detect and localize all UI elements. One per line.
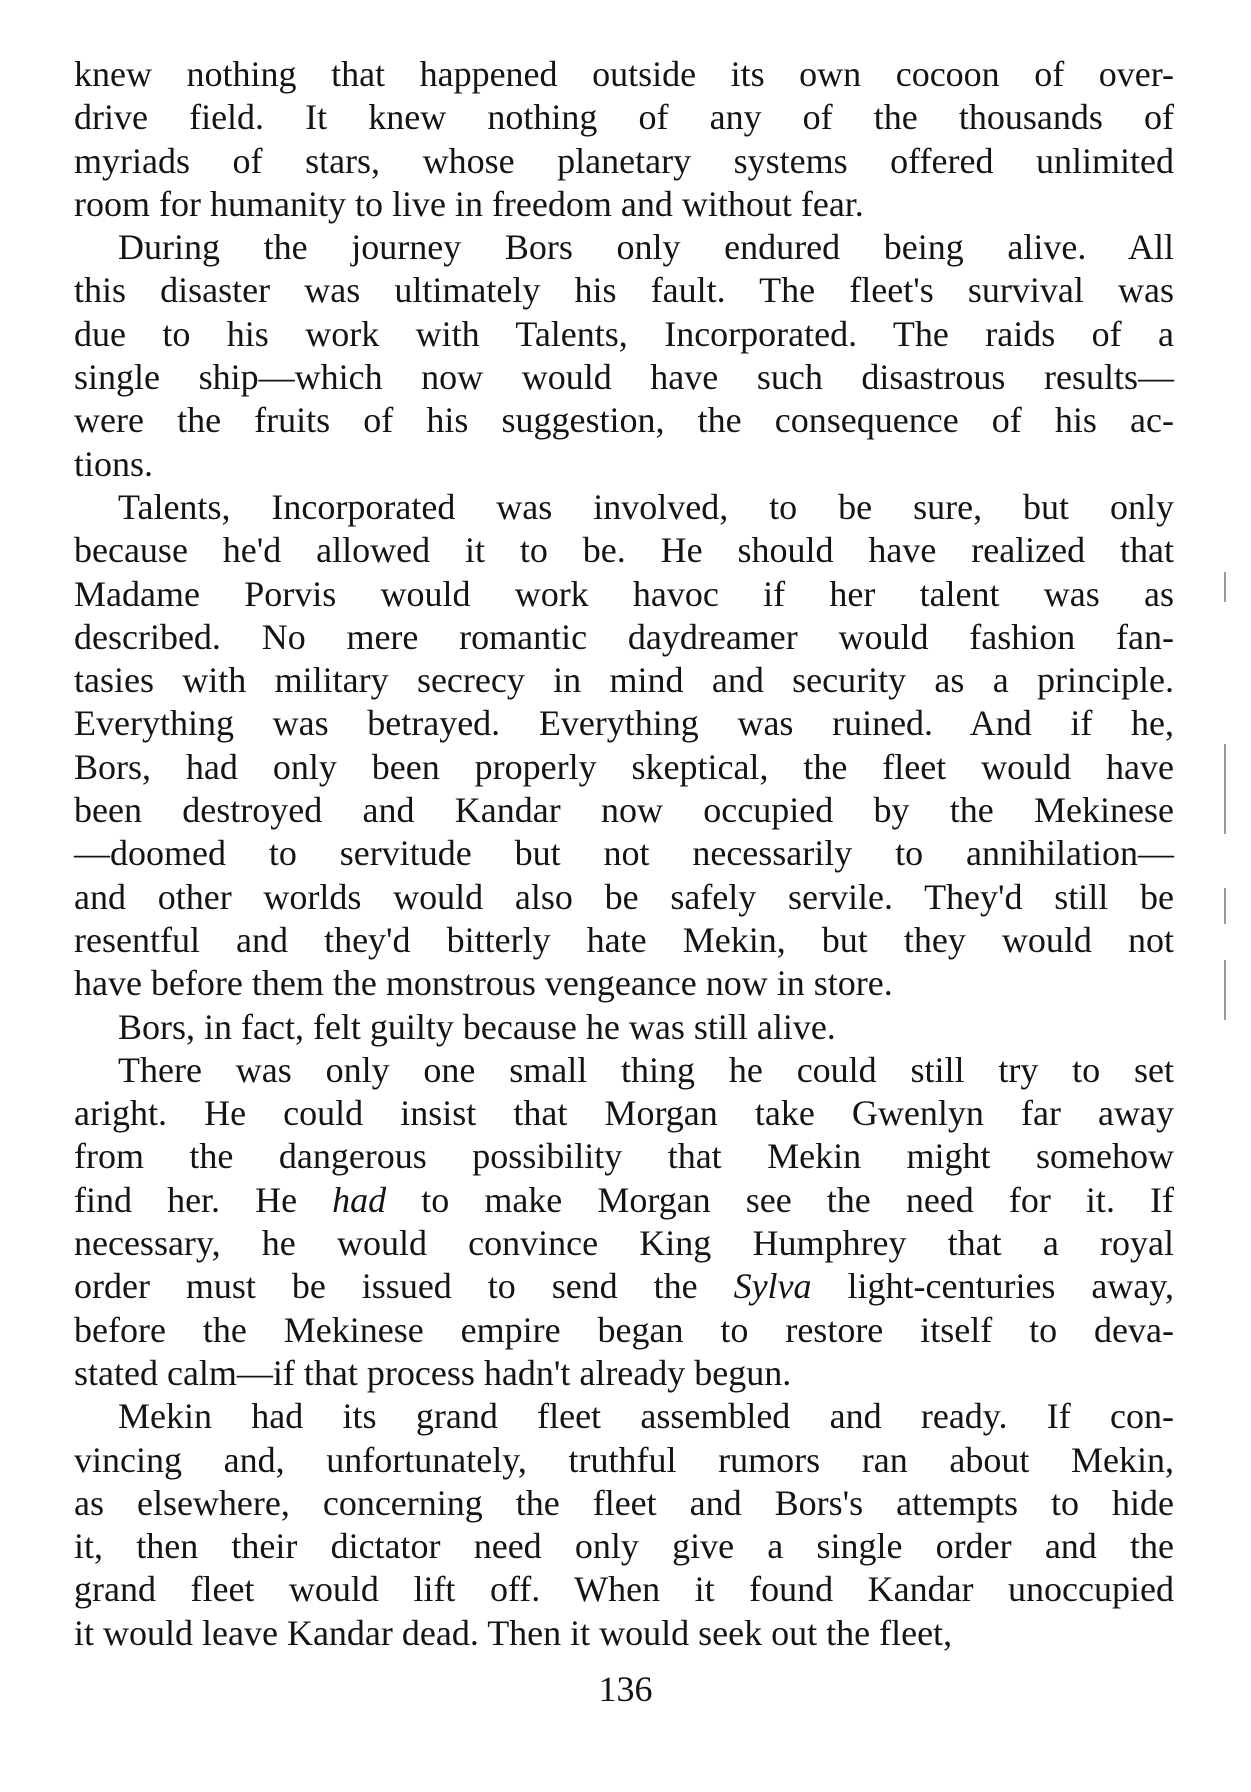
text-line: —doomed to servitude but not necessarily to annihilation— bbox=[74, 833, 1174, 874]
text-line: Mekin had its grand fleet assembled and ready. If con- bbox=[118, 1396, 1174, 1437]
paragraph bbox=[74, 486, 1174, 1006]
text-line: from the dangerous possibility that Mekin might somehow bbox=[74, 1136, 1174, 1177]
text-line: because he'd allowed it to be. He should have realized that bbox=[74, 530, 1174, 571]
paragraph bbox=[74, 53, 1174, 226]
text-line: been destroyed and Kandar now occupied by the Mekinese bbox=[74, 790, 1174, 831]
page-number: 136 bbox=[598, 1669, 653, 1709]
text-line: room for humanity to live in freedom and without fear. bbox=[74, 183, 864, 224]
scan-edge-mark bbox=[1224, 744, 1226, 834]
paragraph bbox=[74, 1006, 1174, 1049]
paragraph bbox=[74, 1049, 1174, 1395]
text-line: single ship—which now would have such disastrous results— bbox=[74, 357, 1174, 398]
text-line: Talents, Incorporated was involved, to be sure, but only bbox=[118, 486, 1174, 527]
text-line: myriads of stars, whose planetary systems offered unlimited bbox=[74, 140, 1174, 181]
text-line: and other worlds would also be safely servile. They'd still be bbox=[74, 876, 1174, 917]
text-line: During the journey Bors only endured being alive. All bbox=[118, 227, 1174, 268]
text-line: tasies with military secrecy in mind and security as a principle. bbox=[74, 660, 1174, 701]
text-line: There was only one small thing he could still try to set bbox=[118, 1049, 1174, 1090]
text-line: necessary, he would convince King Humphrey that a royal bbox=[74, 1223, 1174, 1264]
scan-edge-mark bbox=[1224, 888, 1226, 924]
text-line: find her. He had to make Morgan see the need for it. If bbox=[74, 1179, 1174, 1220]
paragraph bbox=[74, 226, 1174, 486]
paragraph bbox=[74, 1395, 1174, 1655]
scan-edge-mark bbox=[1224, 572, 1226, 602]
body-text bbox=[74, 53, 1174, 1655]
text-line: it, then their dictator need only give a single order and the bbox=[74, 1526, 1174, 1567]
text-line: Madame Porvis would work havoc if her talent was as bbox=[74, 573, 1174, 614]
text-line: it would leave Kandar dead. Then it would seek out the fleet, bbox=[74, 1612, 953, 1653]
text-line: drive field. It knew nothing of any of the thousands of bbox=[74, 97, 1174, 138]
text-line: due to his work with Talents, Incorporated. The raids of a bbox=[74, 313, 1174, 354]
text-line: this disaster was ultimately his fault. The fleet's survival was bbox=[74, 270, 1174, 311]
text-line: resentful and they'd bitterly hate Mekin, but they would not bbox=[74, 919, 1174, 960]
emphasis: Sylva bbox=[733, 1266, 812, 1307]
text-line: Bors, in fact, felt guilty because he was still alive. bbox=[118, 1006, 836, 1047]
text-line: were the fruits of his suggestion, the consequence of his ac- bbox=[74, 400, 1174, 441]
text-line: vincing and, unfortunately, truthful rumors ran about Mekin, bbox=[74, 1439, 1174, 1480]
text-line: as elsewhere, concerning the fleet and Bors's attempts to hide bbox=[74, 1482, 1174, 1523]
text-line: Everything was betrayed. Everything was ruined. And if he, bbox=[74, 703, 1174, 744]
text-line: stated calm—if that process hadn't already begun. bbox=[74, 1352, 792, 1393]
text-line: Bors, had only been properly skeptical, the fleet would have bbox=[74, 746, 1174, 787]
text-line: tions. bbox=[74, 443, 154, 484]
text-line: described. No mere romantic daydreamer would fashion fan- bbox=[74, 616, 1174, 657]
text-line: before the Mekinese empire began to restore itself to deva- bbox=[74, 1309, 1174, 1350]
text-line: grand fleet would lift off. When it found Kandar unoccupied bbox=[74, 1569, 1174, 1610]
text-line: have before them the monstrous vengeance now in store. bbox=[74, 963, 893, 1004]
scan-edge-mark bbox=[1224, 960, 1226, 1020]
text-line: knew nothing that happened outside its own cocoon of over- bbox=[74, 54, 1174, 94]
text-line: order must be issued to send the Sylva light-centuries away, bbox=[74, 1266, 1174, 1307]
text-line: aright. He could insist that Morgan take Gwenlyn far away bbox=[74, 1093, 1174, 1134]
emphasis: had bbox=[332, 1179, 387, 1220]
